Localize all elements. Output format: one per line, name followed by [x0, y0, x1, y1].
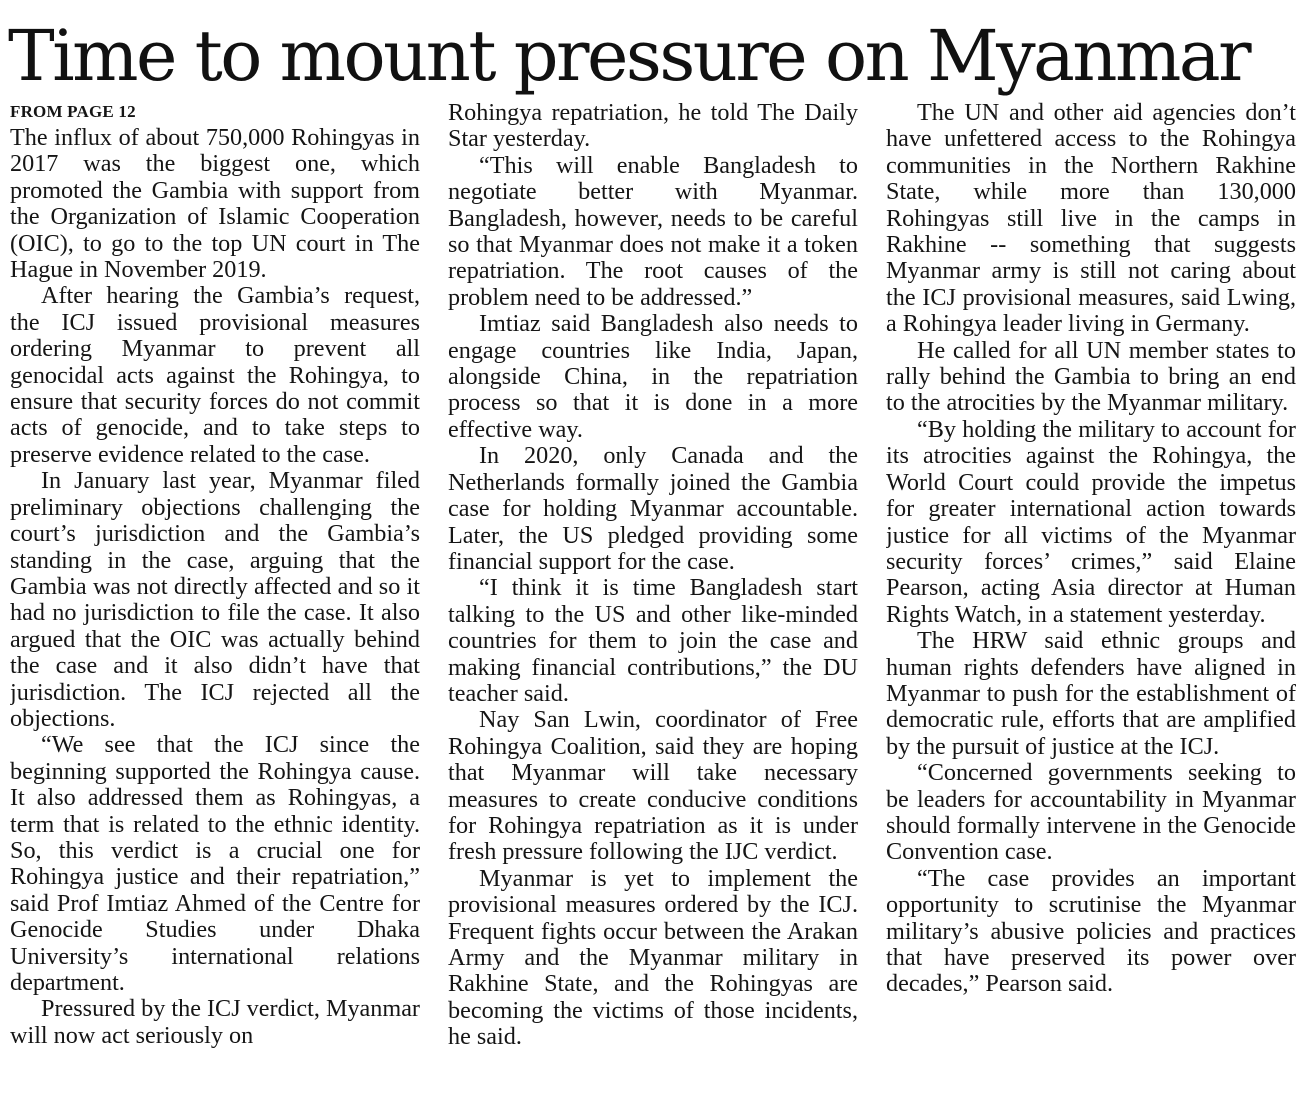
- paragraph: Imtiaz said Bangladesh also needs to engage countries like India, Japan, alongside China, in the repatriation process so that it is done in a more effective way.: [448, 310, 858, 443]
- paragraph: Myanmar is yet to implement the provisional measures ordered by the ICJ. Frequent fights occur between the Arakan Army and the Myanmar military in Rakhine State, and the Rohingyas are becoming the victims of those incidents, he said.: [448, 864, 858, 1051]
- paragraph: He called for all UN member states to rally behind the Gambia to bring an end to the atrocities by the Myanmar military.: [886, 336, 1296, 417]
- paragraph: “I think it is time Bangladesh start talking to the US and other like-minded countries for them to join the case and making financial contributions,” the DU teacher said.: [448, 574, 858, 707]
- paragraph: Nay San Lwin, coordinator of Free Rohingya Coalition, said they are hoping that Myanmar will take necessary measures to create conducive conditions for Rohingya repatriation as it is under fresh pressure following the IJC verdict.: [448, 706, 858, 866]
- paragraph: In 2020, only Canada and the Netherlands formally joined the Gambia case for holding Myanmar accountable. Later, the US pledged providing some financial support for the case.: [448, 442, 858, 575]
- paragraph: After hearing the Gambia’s request, the ICJ issued provisional measures ordering Myanmar to prevent all genocidal acts against the Rohingya, to ensure that security forces do not commit acts of genocide, and to take steps to preserve evidence related to the case.: [10, 282, 420, 468]
- paragraph: In January last year, Myanmar filed preliminary objections challenging the court’s jurisdiction and the Gambia’s standing in the case, arguing that the Gambia was not directly affected and so it had no jurisdiction to file the case. It also argued that the OIC was actually behind the case and it also didn’t have that jurisdiction. The ICJ rejected all the objections.: [10, 467, 420, 732]
- headline: Time to mount pressure on Myanmar: [8, 15, 1250, 97]
- paragraph: Rohingya repatriation, he told The Daily Star yesterday.: [448, 100, 858, 153]
- paragraph: The UN and other aid agencies don’t have unfettered access to the Rohingya communities in the Northern Rakhine State, while more than 130,000 Rohingyas still live in the camps in Rakhine -- something that suggests Myanmar army is still not caring about the ICJ provisional measures, said Lwing, a Rohingya leader living in Germany.: [886, 100, 1296, 338]
- paragraph: “We see that the ICJ since the beginning supported the Rohingya cause. It also addressed them as Rohingyas, a term that is related to the ethnic identity. So, this verdict is a crucial one for Rohingya justice and their repatriation,” said Prof Imtiaz Ahmed of the Centre for Genocide Studies under Dhaka University’s international relations department.: [10, 731, 420, 996]
- paragraph: “By holding the military to account for its atrocities against the Rohingya, the World Court could provide the impetus for greater international action towards justice for all victims of the Myanmar security forces’ crimes,” said Elaine Pearson, acting Asia director at Human Rights Watch, in a statement yesterday.: [886, 415, 1296, 628]
- paragraph: “Concerned governments seeking to be leaders for accountability in Myanmar should formally intervene in the Genocide Convention case.: [886, 759, 1296, 866]
- article-column-1: [10, 100, 420, 1110]
- article-column-3: [886, 100, 1296, 1110]
- paragraph: Pressured by the ICJ verdict, Myanmar will now act seriously on: [10, 995, 420, 1049]
- jump-kicker: FROM PAGE 12: [10, 102, 136, 121]
- paragraph: The influx of about 750,000 Rohingyas in 2017 was the biggest one, which promoted the Gambia with support from the Organization of Islamic Cooperation (OIC), to go to the top UN court in The Hague in November 2019.: [10, 124, 420, 284]
- article-column-2: [448, 100, 858, 1110]
- paragraph: “The case provides an important opportunity to scrutinise the Myanmar military’s abusive policies and practices that have preserved its power over decades,” Pearson said.: [886, 864, 1296, 998]
- paragraph: “This will enable Bangladesh to negotiate better with Myanmar. Bangladesh, however, needs to be careful so that Myanmar does not make it a token repatriation. The root causes of the problem need to be addressed.”: [448, 151, 858, 311]
- paragraph: The HRW said ethnic groups and human rights defenders have aligned in Myanmar to push for the establishment of democratic rule, efforts that are amplified by the pursuit of justice at the ICJ.: [886, 627, 1296, 760]
